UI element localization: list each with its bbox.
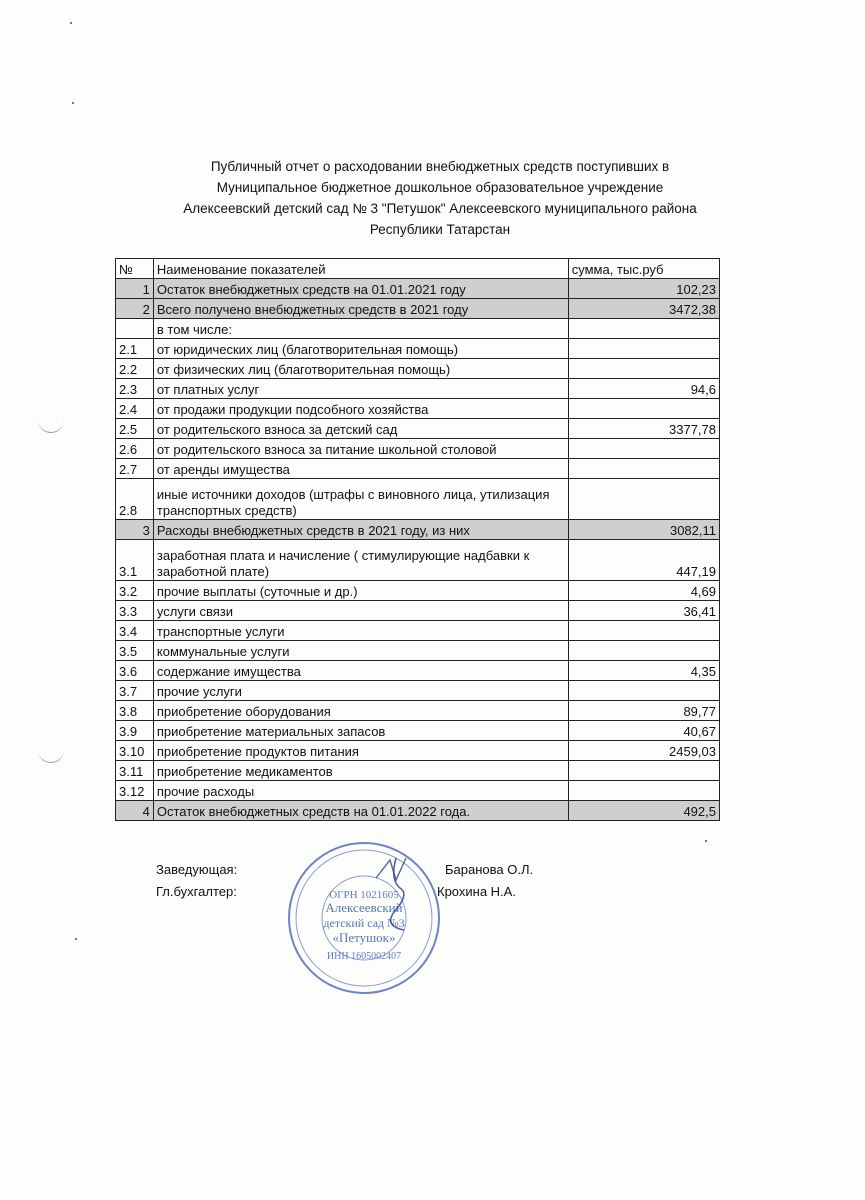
table-row [116,661,720,681]
row-number: 2 [116,299,154,319]
table-row [116,520,720,540]
table-row [116,299,720,319]
row-name: Всего получено внебюджетных средств в 2021 году [153,299,568,319]
row-sum: 4,35 [568,661,719,681]
table-row [116,741,720,761]
table-row [116,701,720,721]
table-row [116,681,720,701]
table-row [116,459,720,479]
row-name: услуги связи [153,601,568,621]
row-sum: 94,6 [568,379,719,399]
row-sum: 40,67 [568,721,719,741]
title-line: Республики Татарстан [369,222,511,237]
row-name: прочие расходы [153,781,568,801]
row-sum [568,399,719,419]
row-number: 3.2 [116,581,154,601]
row-number: 2.7 [116,459,154,479]
title-line: Публичный отчет о расходовании внебюджетных средств поступивших в [210,159,670,174]
scan-speck [75,938,77,940]
row-name: приобретение оборудования [153,701,568,721]
table-row [116,540,720,581]
scan-speck [705,840,707,842]
table-row [116,601,720,621]
row-name: от родительского взноса за питание школьной столовой [153,439,568,459]
row-name: от аренды имущества [153,459,568,479]
punch-hole-mark [38,418,64,433]
row-sum [568,621,719,641]
header-sum: сумма, тыс.руб [568,259,719,279]
row-name: прочие выплаты (суточные и др.) [153,581,568,601]
table-row [116,439,720,459]
table-row [116,399,720,419]
row-sum: 36,41 [568,601,719,621]
row-number: 2.5 [116,419,154,439]
row-number: 3 [116,520,154,540]
row-number: 2.6 [116,439,154,459]
title-line: Муниципальное бюджетное дошкольное образовательное учреждение [216,180,664,195]
official-stamp [284,838,444,998]
row-number: 3.11 [116,761,154,781]
head-role: Заведующая: [156,862,238,877]
row-name: от родительского взноса за детский сад [153,419,568,439]
accountant-name: Крохина Н.А. [437,884,516,899]
row-sum [568,339,719,359]
row-sum: 102,23 [568,279,719,299]
stamp-code-2: ИНН 1605002407 [326,951,402,962]
row-name: транспортные услуги [153,621,568,641]
row-number: 3.9 [116,721,154,741]
table-row [116,359,720,379]
stamp-line-2: детский сад №3 [323,916,405,930]
header-name: Наименование показателей [153,259,568,279]
row-sum [568,439,719,459]
row-number: 2.4 [116,399,154,419]
row-number [116,319,154,339]
title-line: Алексеевский детский сад № 3 "Петушок" Алексеевского муниципального района [183,201,697,216]
table-row [116,621,720,641]
row-name: прочие услуги [153,681,568,701]
row-name: Остаток внебюджетных средств на 01.01.2021 году [153,279,568,299]
row-number: 2.3 [116,379,154,399]
row-name: иные источники доходов (штрафы с виновного лица, утилизация транспортных средств) [153,479,568,520]
row-number: 3.7 [116,681,154,701]
accountant-role: Гл.бухгалтер: [156,884,237,899]
row-sum [568,781,719,801]
table-row [116,339,720,359]
stamp-line-3: «Петушок» [332,930,396,945]
row-name: от платных услуг [153,379,568,399]
table-row [116,419,720,439]
table-row [116,721,720,741]
header-num: № [116,259,154,279]
row-name: приобретение материальных запасов [153,721,568,741]
row-sum [568,641,719,661]
row-name: Расходы внебюджетных средств в 2021 году, из них [153,520,568,540]
row-name: в том числе: [153,319,568,339]
row-sum [568,459,719,479]
row-number: 3.4 [116,621,154,641]
row-number: 2.1 [116,339,154,359]
table-header-row [116,259,720,279]
row-sum: 89,77 [568,701,719,721]
row-sum: 492,5 [568,801,719,821]
row-number: 1 [116,279,154,299]
row-name: заработная плата и начисление ( стимулирующие надбавки к заработной плате) [153,540,568,581]
head-name: Баранова О.Л. [445,862,534,877]
stamp-line-1: Алексеевский [325,900,403,915]
row-number: 3.8 [116,701,154,721]
scan-speck [72,102,74,104]
table-row [116,479,720,520]
row-name: приобретение медикаментов [153,761,568,781]
row-name: приобретение продуктов питания [153,741,568,761]
row-number: 3.1 [116,540,154,581]
table-row [116,641,720,661]
row-sum: 447,19 [568,540,719,581]
row-number: 3.6 [116,661,154,681]
row-sum: 4,69 [568,581,719,601]
punch-hole-mark [38,748,64,763]
row-number: 2.8 [116,479,154,520]
table-row [116,781,720,801]
expense-table [115,258,720,821]
scan-speck [70,22,72,24]
table-row [116,379,720,399]
row-sum [568,681,719,701]
report-title [120,156,760,240]
row-sum [568,359,719,379]
row-number: 2.2 [116,359,154,379]
row-number: 3.5 [116,641,154,661]
row-sum [568,479,719,520]
row-name: от продажи продукции подсобного хозяйства [153,399,568,419]
row-name: от юридических лиц (благотворительная помощь) [153,339,568,359]
row-number: 3.3 [116,601,154,621]
row-name: от физических лиц (благотворительная помощь) [153,359,568,379]
row-number: 4 [116,801,154,821]
table-row [116,319,720,339]
table-row [116,581,720,601]
row-number: 3.10 [116,741,154,761]
row-number: 3.12 [116,781,154,801]
row-sum: 3082,11 [568,520,719,540]
row-sum: 3472,38 [568,299,719,319]
row-name: содержание имущества [153,661,568,681]
table-row [116,761,720,781]
row-name: Остаток внебюджетных средств на 01.01.2022 года. [153,801,568,821]
stamp-code-1: ОГРН 1021605 [329,889,399,901]
row-sum: 3377,78 [568,419,719,439]
row-sum [568,761,719,781]
row-sum [568,319,719,339]
row-name: коммунальные услуги [153,641,568,661]
table-row [116,801,720,821]
table-row [116,279,720,299]
row-sum: 2459,03 [568,741,719,761]
